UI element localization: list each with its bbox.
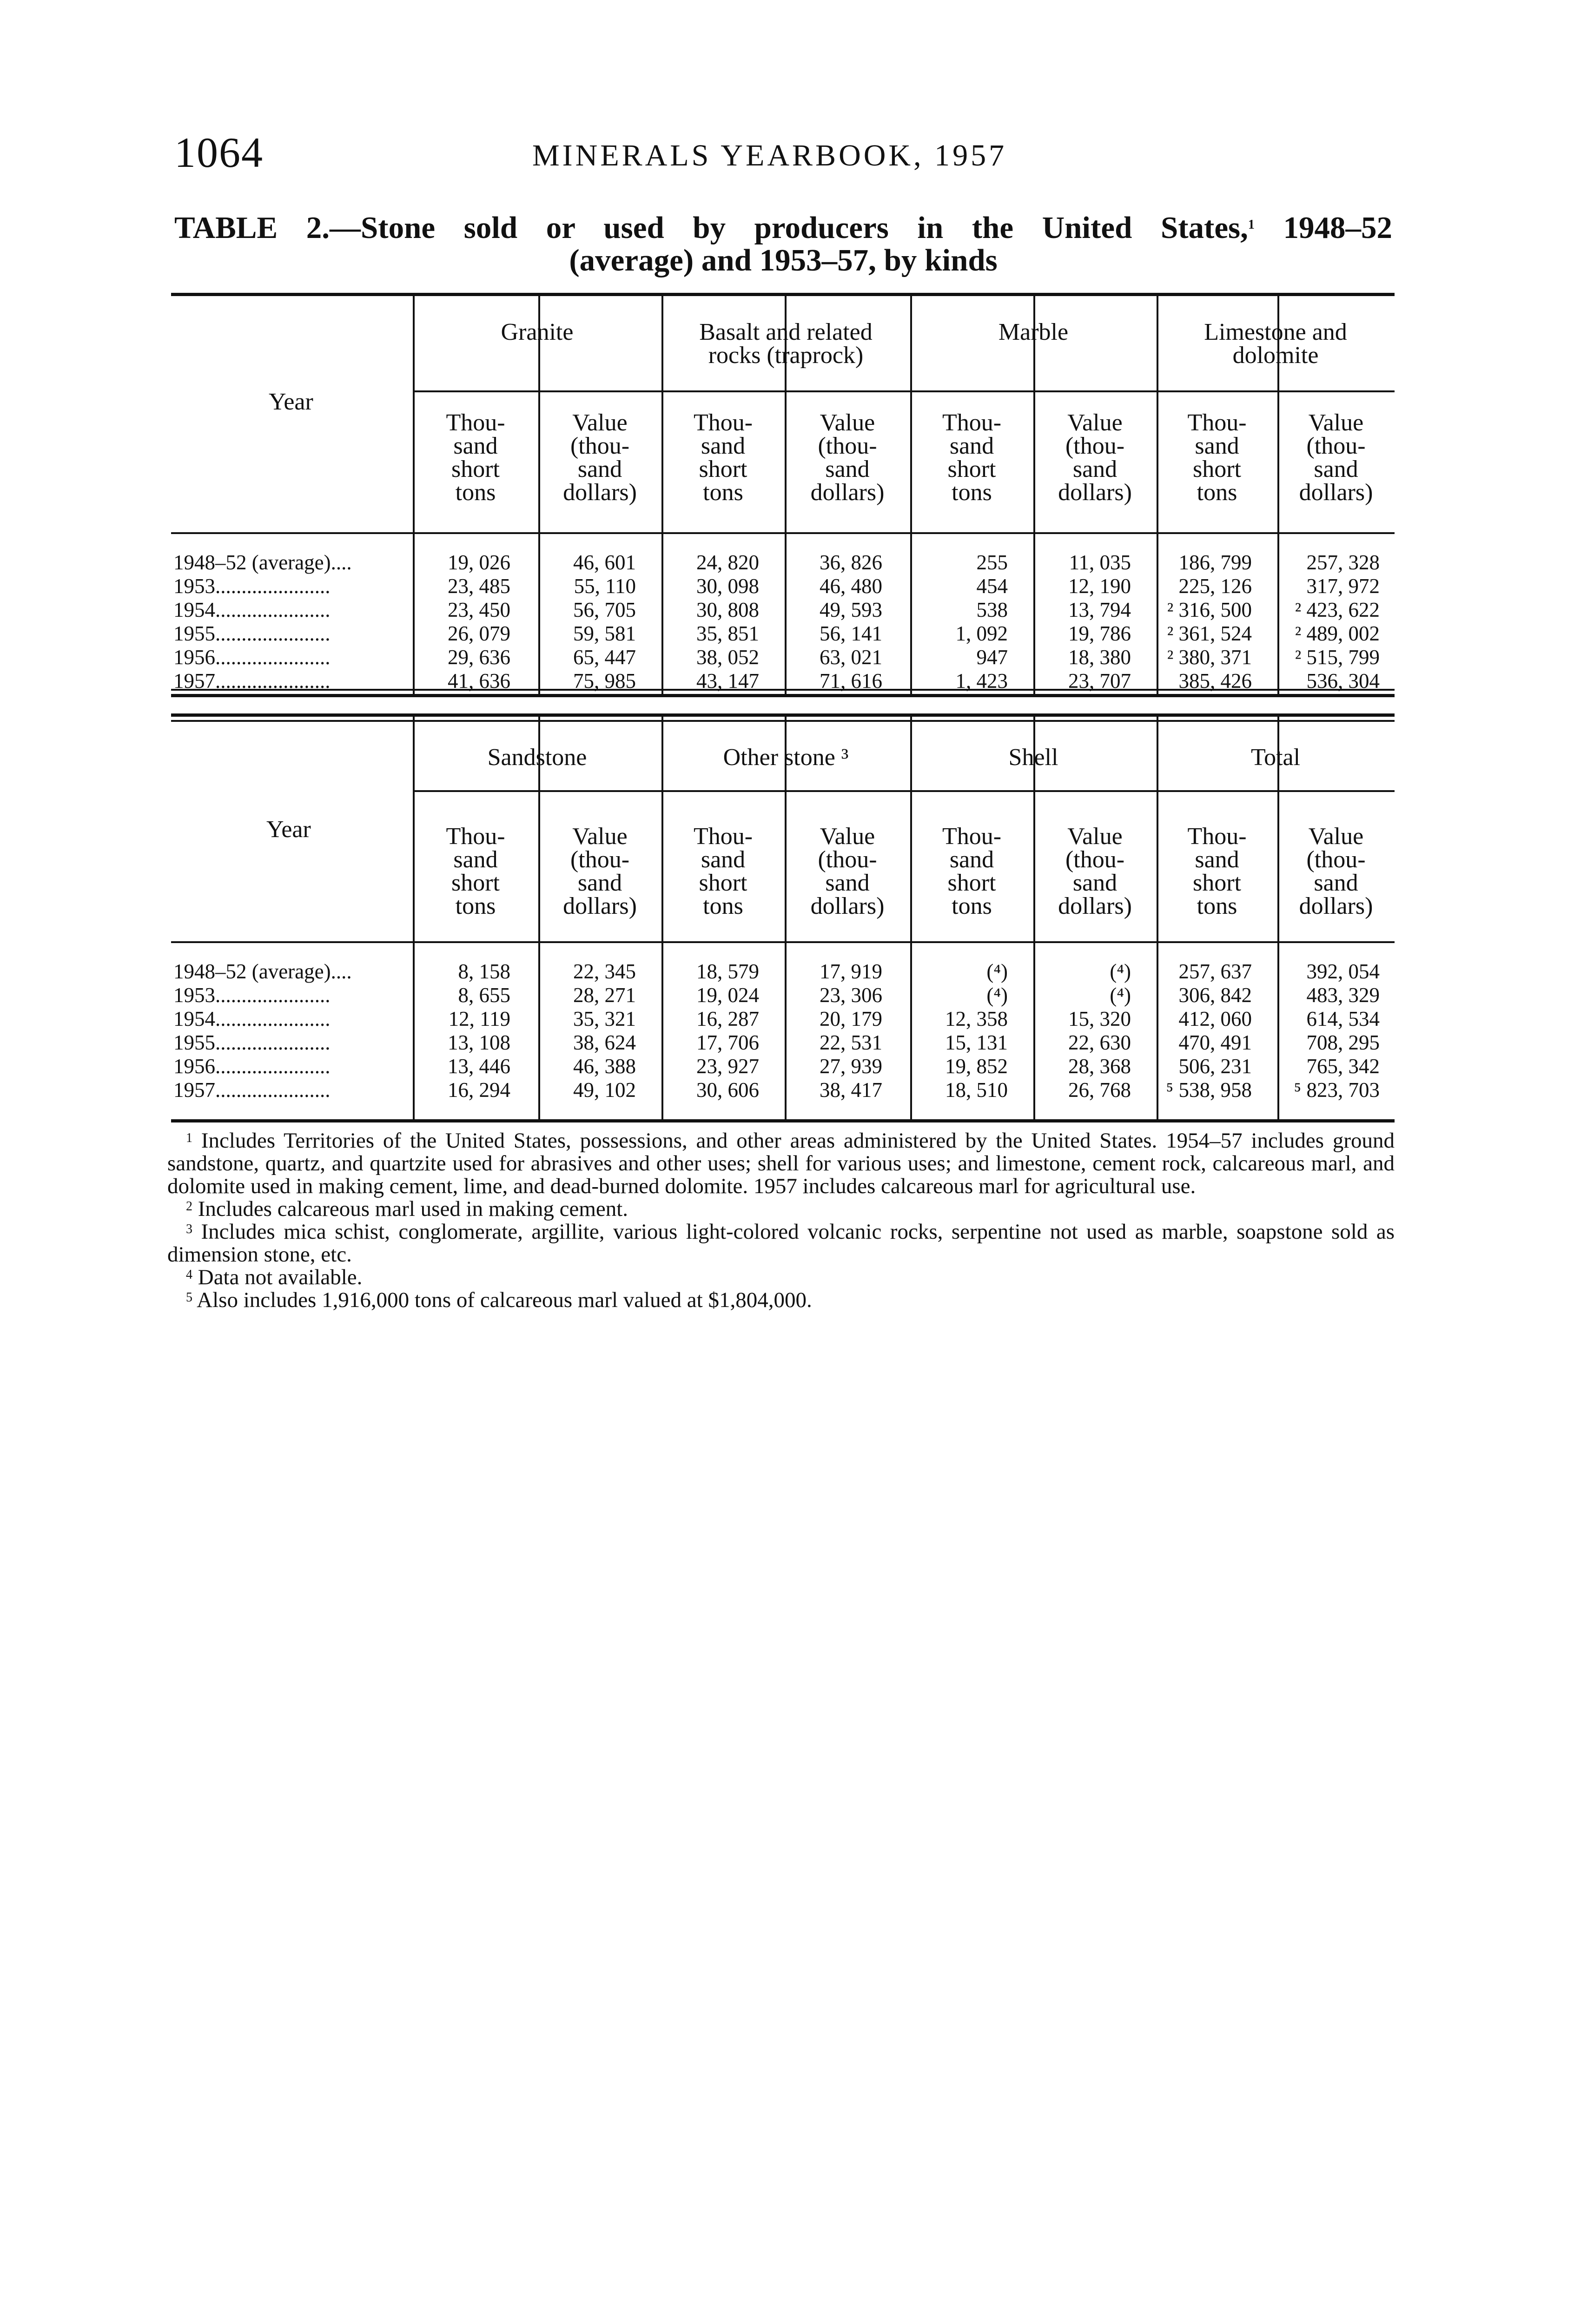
p2-top-rule-2 <box>171 720 1395 722</box>
p1-data-column <box>448 551 510 693</box>
table-cell: 38, 417 <box>820 1078 882 1102</box>
table-cell: 536, 304 <box>1306 669 1380 693</box>
table-cell: ² 361, 524 <box>1167 622 1252 645</box>
p2-value-header: Value (thou- sand dollars) <box>810 823 885 919</box>
p1-tons-header: Thou- sand short tons <box>1187 409 1247 506</box>
table-cell: 56, 705 <box>573 598 636 621</box>
table-part-2 <box>171 713 1395 1122</box>
table-cell: 306, 842 <box>1178 984 1252 1007</box>
p2-row-label: 1953...................... <box>173 984 331 1007</box>
p2-col-divider <box>1157 713 1158 1122</box>
p2-tons-header: Thou- sand short tons <box>446 823 505 919</box>
p2-tons-header: Thou- sand short tons <box>693 823 753 919</box>
table-cell: 18, 510 <box>945 1078 1008 1102</box>
table-cell: 225, 126 <box>1178 574 1252 598</box>
p1-row-label: 1948–52 (average).... <box>173 551 352 574</box>
p1-group-header: Basalt and related rocks (traprock) <box>699 319 873 369</box>
table-cell: 765, 342 <box>1306 1055 1380 1078</box>
table-cell: 1, 423 <box>955 669 1008 693</box>
table-cell: ² 423, 622 <box>1295 598 1380 621</box>
p2-col-divider <box>661 713 663 1122</box>
table-cell: 12, 358 <box>945 1007 1008 1030</box>
p1-data-column <box>1068 551 1131 693</box>
p1-data-column <box>820 551 882 693</box>
table-cell: 63, 021 <box>820 646 882 669</box>
table-cell: 36, 826 <box>820 551 882 574</box>
p2-col-divider <box>538 713 540 1122</box>
p1-bottom-rule <box>171 689 1395 691</box>
p2-data-column <box>696 960 759 1102</box>
footnote <box>167 1221 1395 1266</box>
p2-data-column <box>1294 960 1380 1102</box>
table-cell: 18, 380 <box>1068 646 1131 669</box>
table-cell: 15, 131 <box>945 1031 1008 1054</box>
table-cell: 13, 794 <box>1068 598 1131 621</box>
footnote-text: Includes Territories of the United States, possessions, and other areas administered by the United States. 1954–57 includes ground sandstone, quartz, and quartzite used for abrasives and other uses; shell for various uses; and limestone, cement rock, calcareous marl, and dolomite used in making cement, lime, and dead-burned dolomite. 1957 includes calcareous marl for agricultural use. <box>167 1129 1395 1198</box>
p1-top-rule <box>171 293 1395 296</box>
table-cell: 23, 306 <box>820 984 882 1007</box>
p1-group-rule <box>413 390 1395 392</box>
table-title-line-2: (average) and 1953–57, by kinds <box>569 243 998 277</box>
p2-row-label: 1955...................... <box>173 1031 331 1054</box>
table-cell: 43, 147 <box>696 669 759 693</box>
footnote-text: Also includes 1,916,000 tons of calcareous marl valued at $1,804,000. <box>192 1288 812 1312</box>
table-cell: 317, 972 <box>1306 574 1380 598</box>
table-cell: 28, 271 <box>573 984 636 1007</box>
p2-col-divider <box>1033 713 1035 1122</box>
table-cell: 22, 531 <box>820 1031 882 1054</box>
table-cell: 20, 179 <box>820 1007 882 1030</box>
table-cell: 22, 630 <box>1068 1031 1131 1054</box>
table-cell: 41, 636 <box>448 669 510 693</box>
table-cell: 71, 616 <box>820 669 882 693</box>
table-cell: 30, 606 <box>696 1078 759 1102</box>
running-head: MINERALS YEARBOOK, 1957 <box>532 139 1007 172</box>
table-cell: 28, 368 <box>1068 1055 1131 1078</box>
table-cell: 385, 426 <box>1178 669 1252 693</box>
table-cell: 13, 446 <box>448 1055 510 1078</box>
table-cell: 506, 231 <box>1178 1055 1252 1078</box>
p1-row-label: 1956...................... <box>173 646 331 669</box>
p2-col-divider <box>910 713 912 1122</box>
table-cell: 46, 601 <box>573 551 636 574</box>
table-cell: (⁴) <box>986 984 1008 1007</box>
footnote-ref: 1 <box>1248 218 1255 232</box>
footnote-text: Includes calcareous marl used in making cement. <box>192 1197 628 1221</box>
table-cell: 17, 919 <box>820 960 882 983</box>
table-cell: 12, 190 <box>1068 574 1131 598</box>
page-header <box>174 128 1383 179</box>
p2-col-divider <box>785 713 787 1122</box>
table-cell: 412, 060 <box>1178 1007 1252 1030</box>
table-cell: 8, 158 <box>458 960 510 983</box>
title-text-years: 1948–52 <box>1254 211 1392 245</box>
table-cell: 29, 636 <box>448 646 510 669</box>
p2-data-column <box>1068 960 1131 1102</box>
table-cell: 46, 480 <box>820 574 882 598</box>
p2-col-divider <box>413 713 415 1122</box>
p1-group-header: Limestone and dolomite <box>1204 319 1347 369</box>
p2-tons-header: Thou- sand short tons <box>1187 823 1247 919</box>
table-cell: ⁵ 823, 703 <box>1294 1078 1380 1102</box>
footnotes <box>167 1129 1395 1312</box>
table-cell: 38, 052 <box>696 646 759 669</box>
p1-tons-header: Thou- sand short tons <box>942 409 1002 506</box>
table-cell: 614, 534 <box>1306 1007 1380 1030</box>
table-cell: ² 380, 371 <box>1167 646 1252 669</box>
table-cell: 26, 768 <box>1068 1078 1131 1102</box>
p1-value-header: Value (thou- sand dollars) <box>1299 409 1373 506</box>
table-cell: ⁵ 538, 958 <box>1166 1078 1252 1102</box>
p1-group-header: Granite <box>501 319 574 345</box>
p1-tons-header: Thou- sand short tons <box>693 409 753 506</box>
table-cell: 538 <box>976 598 1008 621</box>
footnote <box>167 1129 1395 1198</box>
p1-row-label: 1955...................... <box>173 622 331 645</box>
footnote-mark: 2 <box>186 1199 192 1214</box>
p1-row-labels <box>173 551 352 693</box>
table-cell: 19, 786 <box>1068 622 1131 645</box>
footnote-text: Data not available. <box>192 1265 363 1289</box>
table-title <box>174 211 1392 277</box>
footnote <box>167 1198 1395 1221</box>
table-cell: 35, 851 <box>696 622 759 645</box>
p2-data-column <box>448 960 510 1102</box>
table-part-1 <box>171 293 1395 697</box>
p2-group-header: Shell <box>1008 744 1058 771</box>
p2-data-column <box>1166 960 1252 1102</box>
p2-group-header: Other stone ³ <box>723 744 849 771</box>
footnote-mark: 3 <box>186 1222 192 1236</box>
table-cell: 16, 287 <box>696 1007 759 1030</box>
p2-row-label: 1957...................... <box>173 1078 331 1102</box>
p2-year-label: Year <box>266 816 311 843</box>
table-cell: 16, 294 <box>448 1078 510 1102</box>
table-cell: 255 <box>976 551 1008 574</box>
table-cell: 1, 092 <box>955 622 1008 645</box>
p1-row-label: 1953...................... <box>173 574 331 598</box>
table-cell: 30, 098 <box>696 574 759 598</box>
p2-value-header: Value (thou- sand dollars) <box>563 823 637 919</box>
p2-row-label: 1954...................... <box>173 1007 331 1030</box>
footnote-mark: 4 <box>186 1268 192 1282</box>
table-cell: 11, 035 <box>1069 551 1131 574</box>
table-cell: 56, 141 <box>820 622 882 645</box>
table-cell: 186, 799 <box>1178 551 1252 574</box>
page-number: 1064 <box>174 129 264 176</box>
p2-group-rule <box>413 790 1395 792</box>
p2-row-label: 1948–52 (average).... <box>173 960 352 983</box>
p2-header-rule <box>171 941 1395 943</box>
table-cell: 13, 108 <box>448 1031 510 1054</box>
table-cell: 19, 026 <box>448 551 510 574</box>
table-cell: 15, 320 <box>1068 1007 1131 1030</box>
table-cell: 17, 706 <box>696 1031 759 1054</box>
table-cell: 23, 450 <box>448 598 510 621</box>
table-cell: 708, 295 <box>1306 1031 1380 1054</box>
footnote <box>167 1266 1395 1289</box>
table-cell: 23, 927 <box>696 1055 759 1078</box>
table-cell: 392, 054 <box>1306 960 1380 983</box>
p2-data-column <box>820 960 882 1102</box>
p2-value-header: Value (thou- sand dollars) <box>1299 823 1373 919</box>
table-cell: 8, 655 <box>458 984 510 1007</box>
p1-header-rule <box>171 532 1395 534</box>
p2-row-labels <box>173 960 352 1102</box>
p2-group-header: Sandstone <box>487 744 587 771</box>
table-cell: 75, 985 <box>573 669 636 693</box>
p2-top-rule <box>171 713 1395 717</box>
p2-tons-header: Thou- sand short tons <box>942 823 1002 919</box>
table-cell: 22, 345 <box>573 960 636 983</box>
table-cell: 947 <box>976 646 1008 669</box>
table-cell: (⁴) <box>1110 960 1131 983</box>
footnote-mark: 5 <box>186 1290 192 1305</box>
table-cell: 49, 593 <box>820 598 882 621</box>
table-cell: ² 316, 500 <box>1167 598 1252 621</box>
table-cell: 23, 707 <box>1068 669 1131 693</box>
p1-value-header: Value (thou- sand dollars) <box>563 409 637 506</box>
table-cell: 26, 079 <box>448 622 510 645</box>
table-cell: (⁴) <box>986 960 1008 983</box>
table-cell: 30, 808 <box>696 598 759 621</box>
table-cell: 454 <box>976 574 1008 598</box>
p1-group-header: Marble <box>998 319 1069 345</box>
p2-col-divider <box>1277 713 1279 1122</box>
p2-row-label: 1956...................... <box>173 1055 331 1078</box>
table-cell: 12, 119 <box>448 1007 510 1030</box>
p2-bottom-rule <box>171 1119 1395 1122</box>
title-text: TABLE 2.—Stone sold or used by producers in the United States, <box>174 211 1248 245</box>
p1-data-column <box>1295 551 1380 693</box>
table-cell: 470, 491 <box>1178 1031 1252 1054</box>
table-cell: 55, 110 <box>574 574 636 598</box>
p1-value-header: Value (thou- sand dollars) <box>810 409 885 506</box>
table-cell: 257, 637 <box>1178 960 1252 983</box>
table-cell: 46, 388 <box>573 1055 636 1078</box>
table-cell: 49, 102 <box>573 1078 636 1102</box>
p1-data-column <box>696 551 759 693</box>
p1-bottom-rule <box>171 694 1395 697</box>
p1-year-label: Year <box>269 389 313 415</box>
p2-data-column <box>573 960 636 1102</box>
footnote <box>167 1289 1395 1312</box>
table-cell: 65, 447 <box>573 646 636 669</box>
table-cell: 24, 820 <box>696 551 759 574</box>
table-cell: 19, 024 <box>696 984 759 1007</box>
table-cell: 35, 321 <box>573 1007 636 1030</box>
p1-row-label: 1954...................... <box>173 598 331 621</box>
p2-data-column <box>945 960 1008 1102</box>
p1-value-header: Value (thou- sand dollars) <box>1058 409 1132 506</box>
table-cell: 19, 852 <box>945 1055 1008 1078</box>
table-cell: (⁴) <box>1110 984 1131 1007</box>
table-cell: 18, 579 <box>696 960 759 983</box>
p1-data-column <box>1167 551 1252 693</box>
table-cell: 38, 624 <box>573 1031 636 1054</box>
footnote-list <box>167 1129 1395 1312</box>
p1-data-column <box>956 551 1008 693</box>
p1-tons-header: Thou- sand short tons <box>446 409 505 506</box>
table-cell: 23, 485 <box>448 574 510 598</box>
table-cell: 59, 581 <box>573 622 636 645</box>
table-cell: 27, 939 <box>820 1055 882 1078</box>
footnote-text: Includes mica schist, conglomerate, argillite, various light-colored volcanic rocks, serpentine not used as marble, soapstone sold as dimension stone, etc. <box>167 1220 1395 1267</box>
table-cell: ² 515, 799 <box>1295 646 1380 669</box>
table-title-line-1 <box>174 211 1392 244</box>
table-cell: 257, 328 <box>1306 551 1380 574</box>
p1-data-column <box>573 551 636 693</box>
p2-value-header: Value (thou- sand dollars) <box>1058 823 1132 919</box>
footnote-mark: 1 <box>186 1131 192 1145</box>
table-cell: ² 489, 002 <box>1295 622 1380 645</box>
p1-row-label: 1957...................... <box>173 669 331 693</box>
p2-group-header: Total <box>1250 744 1301 771</box>
table-cell: 483, 329 <box>1306 984 1380 1007</box>
